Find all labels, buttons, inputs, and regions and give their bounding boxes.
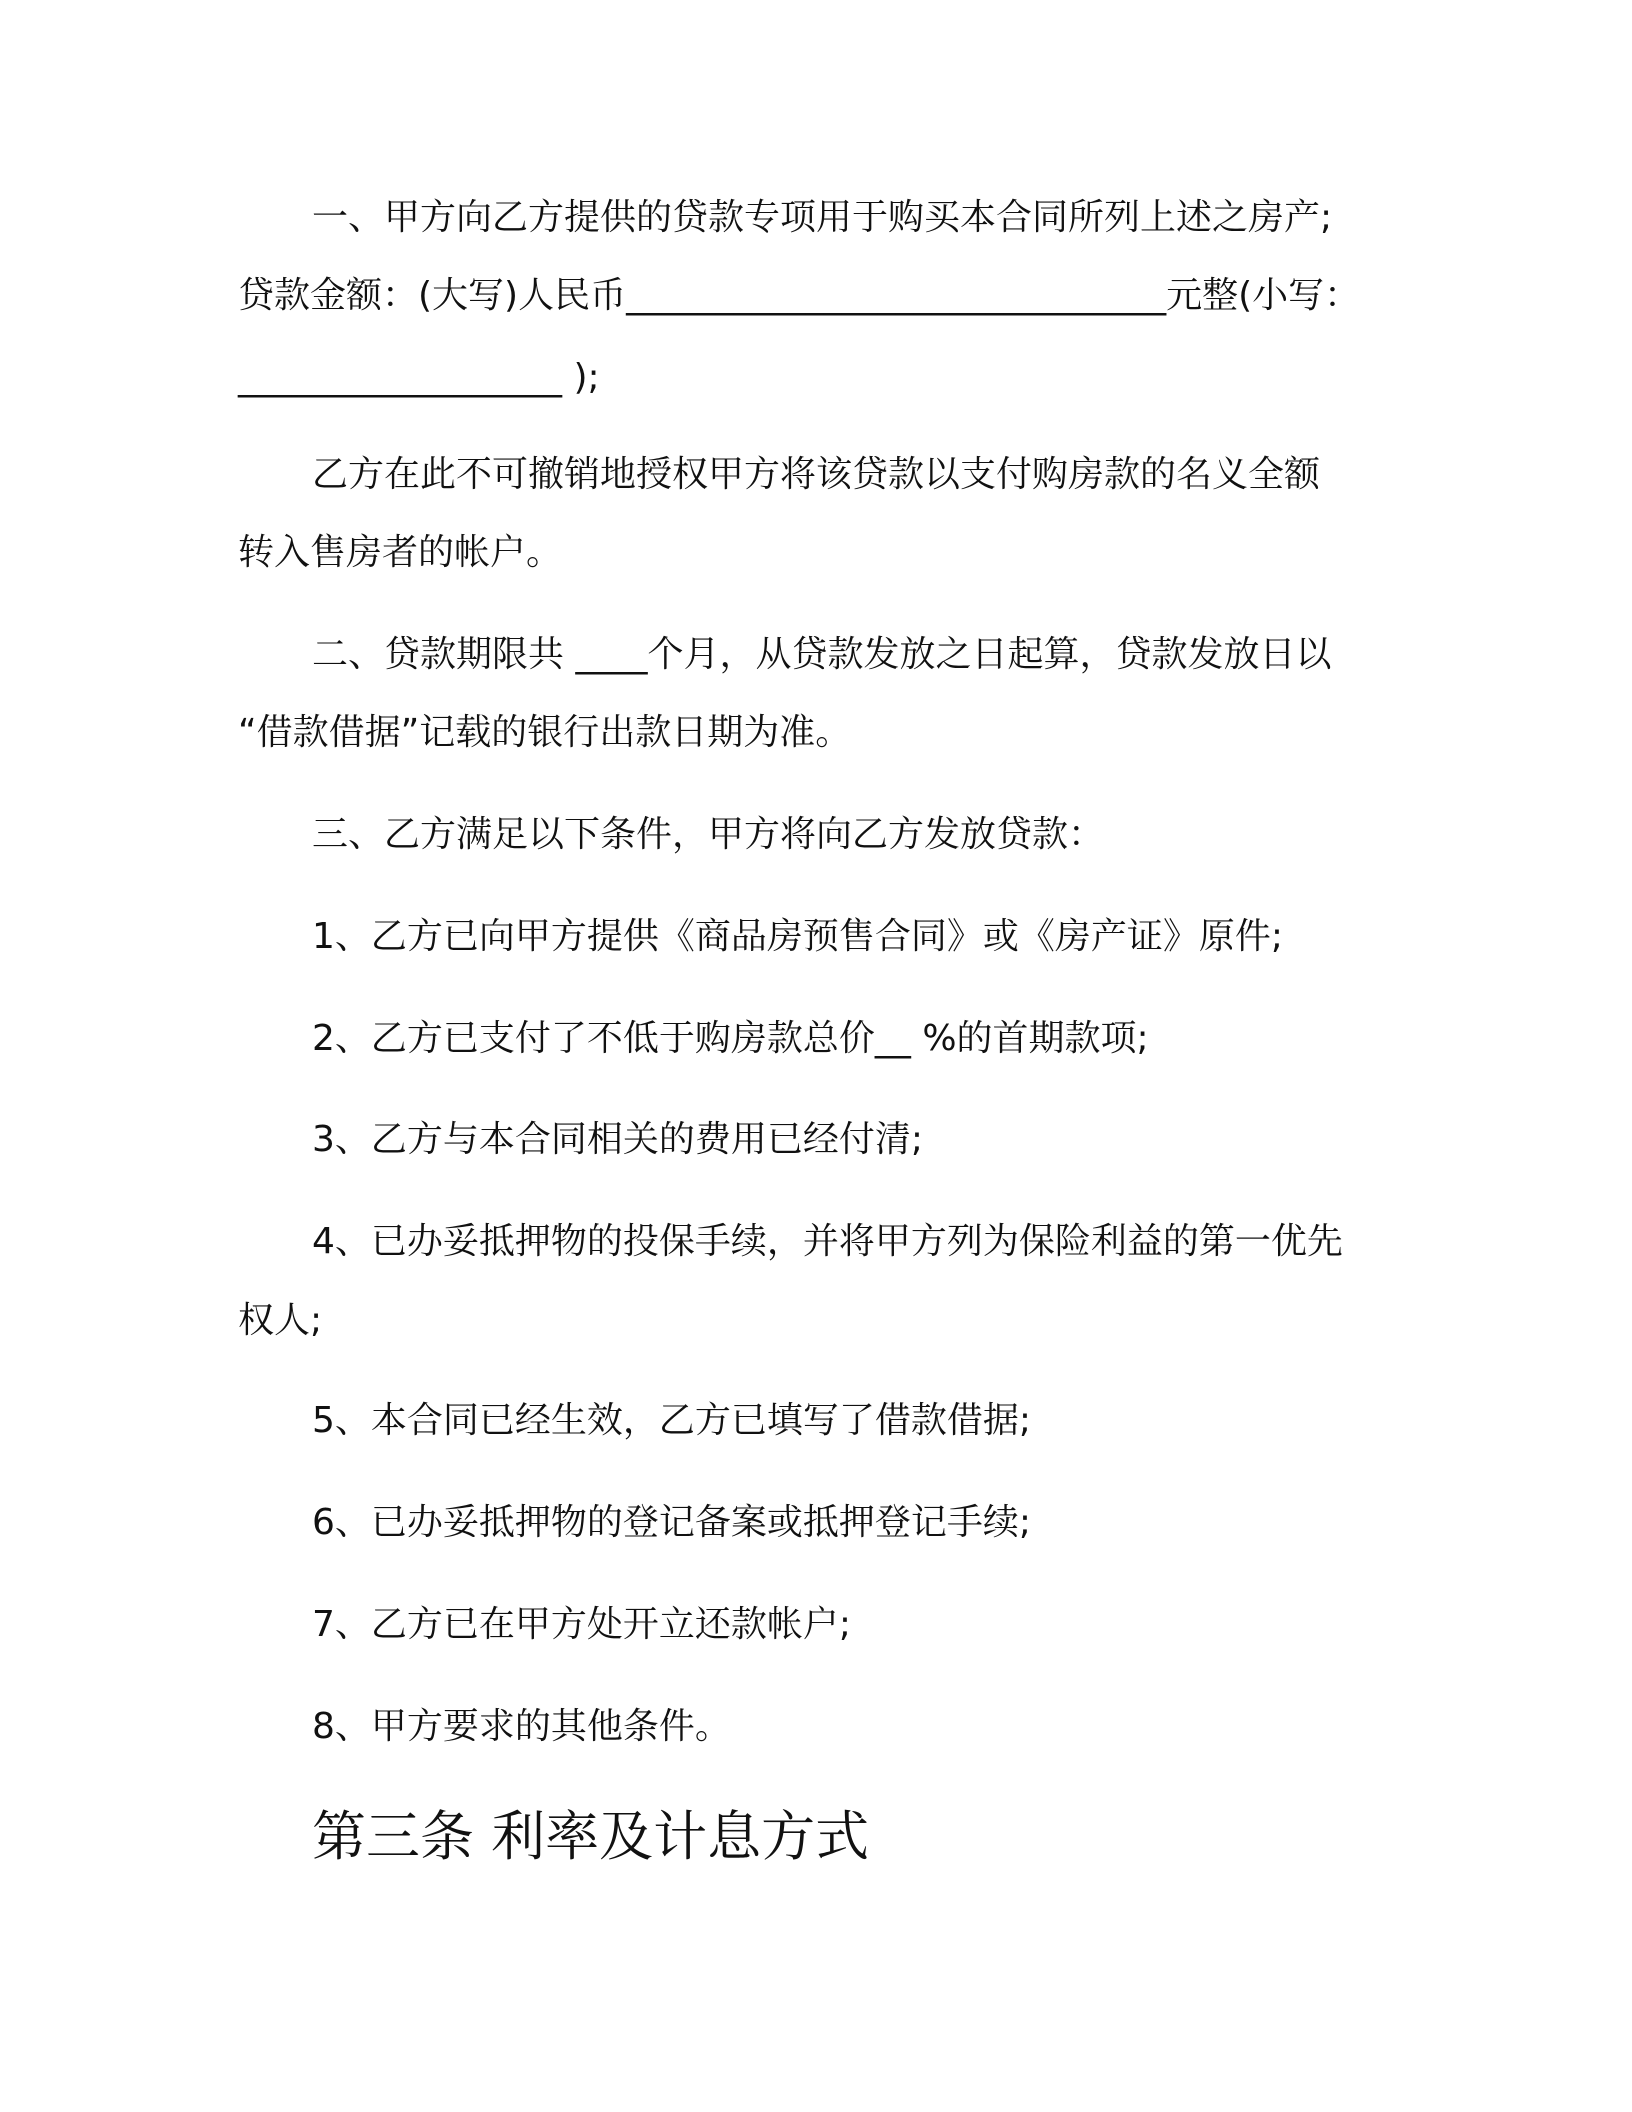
condition-2: 2、乙方已支付了不低于购房款总价__ %的首期款项; xyxy=(312,1018,1149,1059)
condition-8: 8、甲方要求的其他条件。 xyxy=(312,1706,731,1747)
clause-3-line: 三、乙方满足以下条件，甲方将向乙方发放贷款： xyxy=(312,814,1105,855)
condition-7: 7、乙方已在甲方处开立还款帐户; xyxy=(312,1604,852,1645)
condition-3: 3、乙方与本合同相关的费用已经付清; xyxy=(312,1119,924,1160)
condition-1: 1、乙方已向甲方提供《商品房预售合同》或《房产证》原件; xyxy=(312,916,1284,957)
condition-6: 6、已办妥抵押物的登记备案或抵押登记手续; xyxy=(312,1502,1032,1543)
condition-5: 5、本合同已经生效，乙方已填写了借款借据; xyxy=(312,1400,1032,1441)
clause-2-line-1: 二、贷款期限共 ____个月，从贷款发放之日起算，贷款发放日以 xyxy=(312,634,1332,675)
condition-4-line-1: 4、已办妥抵押物的投保手续，并将甲方列为保险利益的第一优先 xyxy=(312,1221,1343,1262)
clause-1-line-3: __________________ ); xyxy=(238,357,600,398)
authorization-line-1: 乙方在此不可撤销地授权甲方将该贷款以支付购房款的名义全额 xyxy=(312,454,1321,495)
clause-1-line-1: 一、甲方向乙方提供的贷款专项用于购买本合同所列上述之房产; xyxy=(312,197,1333,238)
authorization-line-2: 转入售房者的帐户。 xyxy=(238,532,563,573)
condition-4-line-2: 权人; xyxy=(238,1300,323,1341)
clause-1-line-2: 贷款金额：(大写)人民币______________________________元整(小写： xyxy=(238,275,1361,316)
clause-2-line-2: “借款借据”记载的银行出款日期为准。 xyxy=(238,712,852,753)
section-heading: 第三条 利率及计息方式 xyxy=(312,1805,870,1868)
